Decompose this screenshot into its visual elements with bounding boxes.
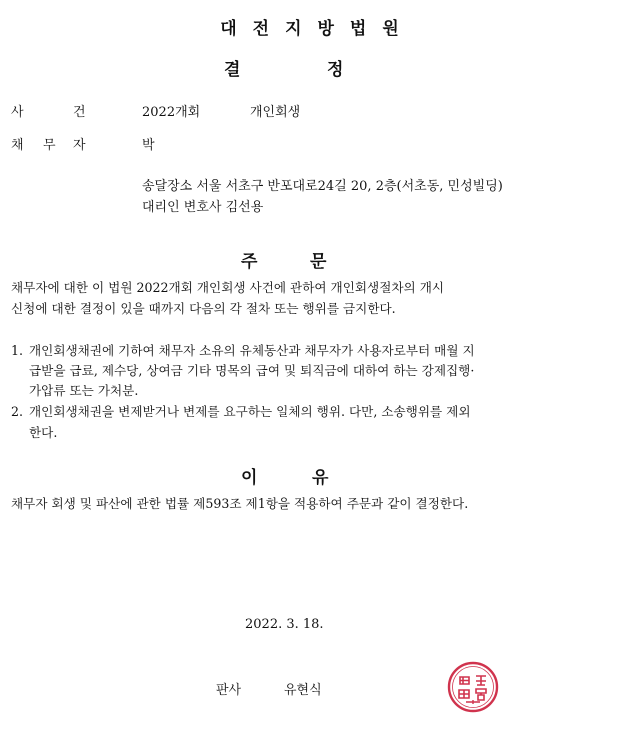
case-number: 2022개회 [142,105,201,120]
doc-type-left: 결 [224,60,241,80]
service-address: 송달장소 서울 서초구 반포대로24길 20, 2층(서초동, 민성빌딩) [142,179,503,194]
court-name: 대전지방법원 [220,19,415,39]
debtor-label-1: 채 [11,138,24,153]
case-label-2: 건 [73,105,86,120]
doc-type-right: 정 [327,60,344,80]
judge-name: 유현식 [284,683,322,698]
court-seal-icon [446,660,500,714]
item-2-line-2: 한다. [29,425,58,440]
case-type: 개인회생 [250,105,301,120]
case-label-1: 사 [11,105,24,120]
item-1-line-1: 개인회생채권에 기하여 채무자 소유의 유체동산과 채무자가 사용자로부터 매월 지 [29,343,475,358]
debtor-label-2: 무 [43,138,56,153]
decision-date: 2022. 3. 18. [245,617,324,632]
order-heading-left: 주 [241,252,258,272]
item-2-line-1: 개인회생채권을 변제받거나 변제를 요구하는 일체의 행위. 다만, 소송행위를 제외 [29,404,471,419]
item-2-number: 2. [11,404,24,419]
attorney: 대리인 변호사 김선용 [142,200,264,215]
debtor-label-3: 자 [73,138,86,153]
item-1-line-3: 가압류 또는 가처분. [29,383,139,398]
reason-heading-right: 유 [312,468,329,488]
reason-text: 채무자 회생 및 파산에 관한 법률 제593조 제1항을 적용하여 주문과 같이 결정한다. [11,496,469,511]
item-1-number: 1. [11,343,24,358]
reason-heading-left: 이 [241,468,258,488]
order-text-line-2: 신청에 대한 결정이 있을 때까지 다음의 각 절차 또는 행위를 금지한다. [11,301,396,316]
debtor-name: 박 [142,138,155,153]
item-1-line-2: 급받을 급료, 제수당, 상여금 기타 명목의 급여 및 퇴직금에 대하여 하는 강제집행· [29,363,475,378]
order-heading-right: 문 [310,252,327,272]
order-text-line-1: 채무자에 대한 이 법원 2022개회 개인회생 사건에 관하여 개인회생절차의 개시 [11,280,445,295]
judge-title: 판사 [216,683,242,698]
